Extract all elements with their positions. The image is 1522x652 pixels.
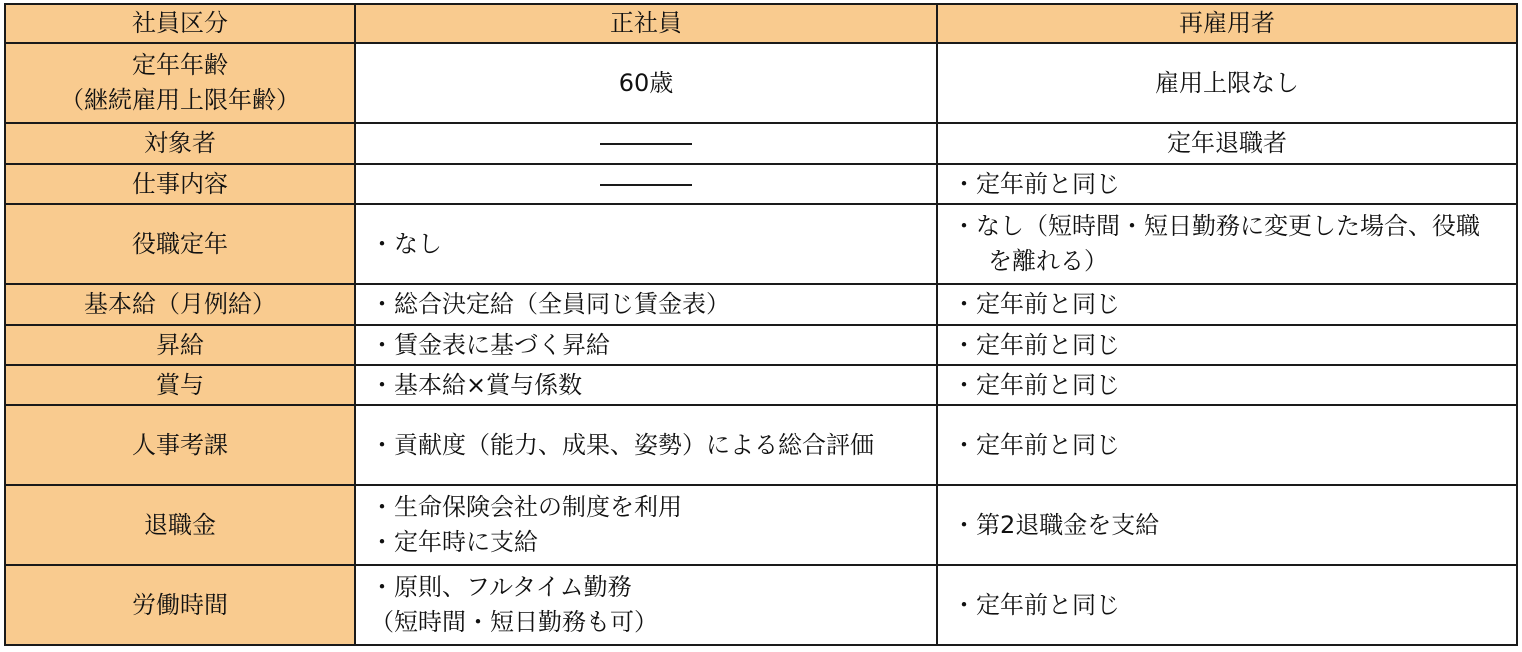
table-row — [5, 43, 1517, 123]
table-row — [5, 164, 1517, 204]
table-row — [5, 325, 1517, 365]
cell-regular: ・賃金表に基づく昇給 — [355, 325, 937, 365]
cell-text: ・貢献度（能力、成果、姿勢）による総合評価 — [370, 430, 874, 459]
cell-reemployed: ・定年前と同じ — [937, 164, 1517, 204]
cell-regular-empty — [355, 164, 937, 204]
cell-line: ・生命保険会社の制度を利用 — [370, 493, 682, 521]
cell-reemployed: ・第2退職金を支給 — [937, 485, 1517, 565]
cell-regular — [355, 485, 937, 565]
cell-reemployed: ・定年前と同じ — [937, 565, 1517, 645]
cell-regular — [355, 565, 937, 645]
header-reemployed: 再雇用者 — [937, 4, 1517, 43]
cell-reemployed: ・定年前と同じ — [937, 284, 1517, 325]
cell-regular-empty — [355, 123, 937, 164]
table-row — [5, 365, 1517, 405]
table-row — [5, 405, 1517, 485]
cell-regular: ・基本給×賞与係数 — [355, 365, 937, 405]
cell-regular: ・なし — [355, 204, 937, 284]
cell-line: ・原則、フルタイム勤務 — [370, 573, 632, 601]
employment-comparison-table — [4, 3, 1518, 646]
cell-line: （短時間・短日勤務も可） — [370, 608, 658, 636]
cell-line: ・定年時に支給 — [370, 528, 538, 556]
cell-reemployed: ・定年前と同じ — [937, 325, 1517, 365]
row-label: 労働時間 — [5, 565, 355, 645]
cell-reemployed: ・定年前と同じ — [937, 365, 1517, 405]
cell-reemployed — [937, 204, 1517, 284]
row-label — [5, 43, 355, 123]
row-label-line: （継続雇用上限年齢） — [60, 86, 300, 114]
cell-reemployed: 定年退職者 — [937, 123, 1517, 164]
cell-text: ・なし（短時間・短日勤務に変更した場合、役職を離れる） — [952, 212, 1480, 275]
row-label: 役職定年 — [5, 204, 355, 284]
row-label: 賞与 — [5, 365, 355, 405]
table-row — [5, 204, 1517, 284]
header-category: 社員区分 — [5, 4, 355, 43]
cell-reemployed: ・定年前と同じ — [937, 405, 1517, 485]
cell-regular: 60歳 — [355, 43, 937, 123]
dash-line — [600, 184, 692, 186]
dash-line — [600, 143, 692, 145]
row-label: 対象者 — [5, 123, 355, 164]
table-row — [5, 123, 1517, 164]
row-label: 仕事内容 — [5, 164, 355, 204]
table-wrapper — [4, 3, 1518, 646]
table-row — [5, 565, 1517, 645]
table-row — [5, 485, 1517, 565]
cell-regular: ・総合決定給（全員同じ賃金表） — [355, 284, 937, 325]
header-row — [5, 4, 1517, 43]
row-label: 基本給（月例給） — [5, 284, 355, 325]
row-label: 人事考課 — [5, 405, 355, 485]
row-label-line: 定年年齢 — [132, 51, 228, 79]
row-label: 昇給 — [5, 325, 355, 365]
cell-reemployed: 雇用上限なし — [937, 43, 1517, 123]
row-label: 退職金 — [5, 485, 355, 565]
cell-regular — [355, 405, 937, 485]
table-row — [5, 284, 1517, 325]
header-regular-employee: 正社員 — [355, 4, 937, 43]
